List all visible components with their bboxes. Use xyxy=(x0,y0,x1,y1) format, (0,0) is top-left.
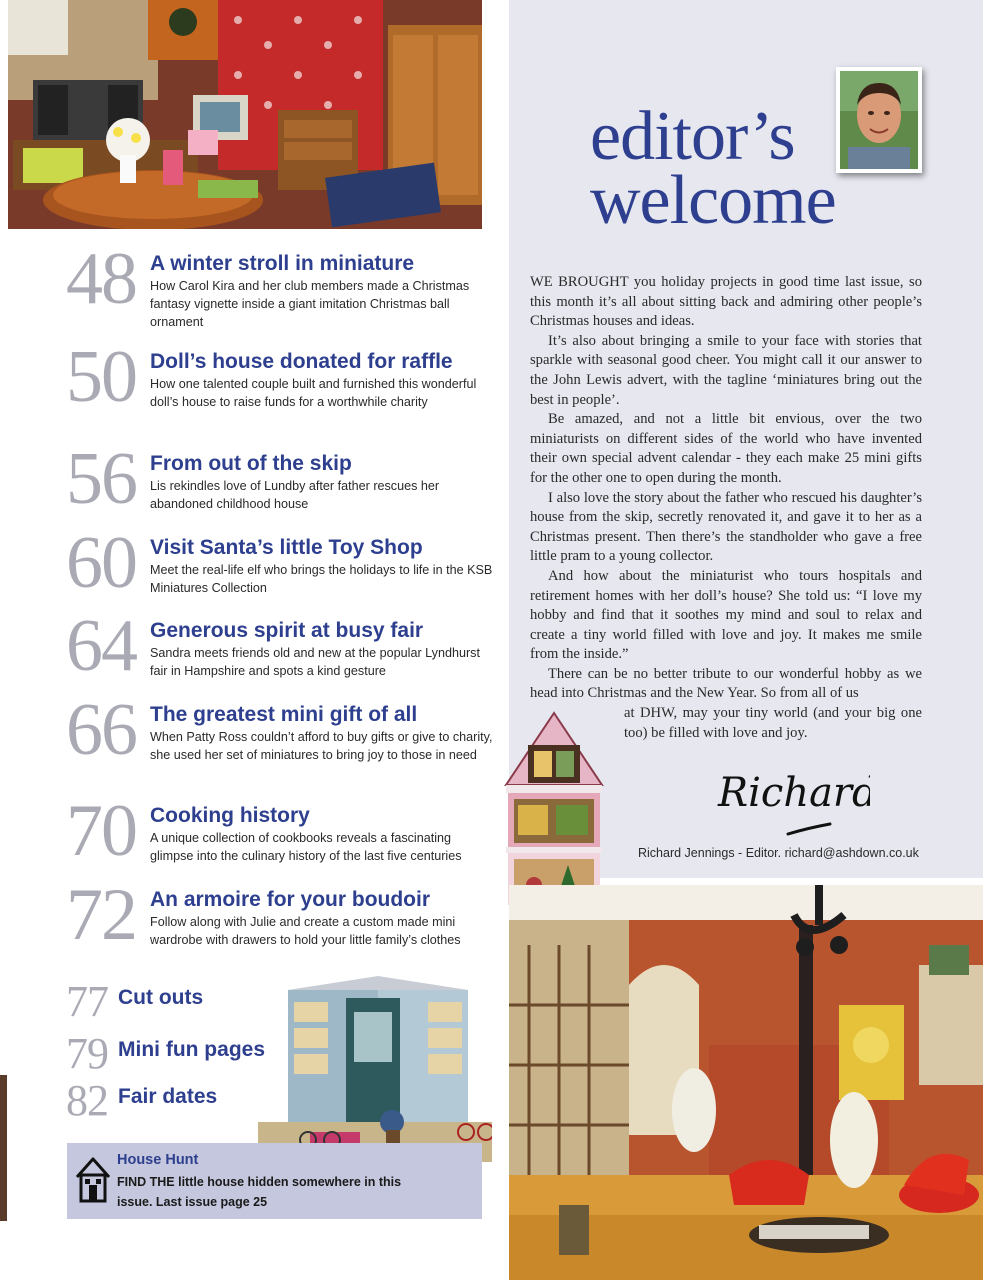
editor-letter xyxy=(530,273,922,743)
contents-page-number: 72 xyxy=(66,874,136,956)
page-edge-strip xyxy=(0,1075,7,1221)
letter-paragraph: There can be no better tribute to our wonderful hobby as we head into Christmas and the New Year. So from all of us xyxy=(530,665,922,702)
contents-title: Generous spirit at busy fair xyxy=(150,619,424,642)
contents-page-number: 70 xyxy=(66,790,136,872)
contents-title: Doll’s house donated for raffle xyxy=(150,350,453,373)
contents-description: When Patty Ross couldn’t afford to buy gifts or give to charity, she used her set of miniatures to bring joy to those in need xyxy=(150,730,493,762)
contents-title: Cooking history xyxy=(150,804,310,827)
contents-description: Follow along with Julie and create a custom made mini wardrobe with drawers to hold your little family’s clothes xyxy=(150,915,461,947)
regular-page-number: 79 xyxy=(66,1029,108,1078)
signature-text: Richard xyxy=(718,770,870,816)
editor-title-line1: editor’s xyxy=(590,98,795,175)
house-icon xyxy=(75,1155,111,1210)
letter-paragraph: It’s also about bringing a smile to your face with stories that sparkle with seasonal good cheer. You might call it our answer to the John Lewis advert, with the tagline ‘miniatures bring out the best in people’. xyxy=(530,332,922,408)
regular-title: Cut outs xyxy=(118,986,204,1009)
regular-page-number: 77 xyxy=(66,977,108,1026)
house-hunt-title: House Hunt xyxy=(117,1152,199,1168)
letter-paragraph: Be amazed, and not a little bit envious, over the two miniaturists on different sides of the world who have invented their own special advent calendar - they each make 25 mini gifts for the other one to open during the month. xyxy=(530,411,922,486)
contents-description: Lis rekindles love of Lundby after father rescues her abandoned childhood house xyxy=(150,479,440,511)
toy-shop-image xyxy=(258,972,492,1167)
regular-title: Mini fun pages xyxy=(118,1038,265,1061)
contents-description: How one talented couple built and furnished this wonderful doll’s house to raise funds for a worthwhile charity xyxy=(150,377,477,409)
contents-page-number: 56 xyxy=(66,438,136,520)
dollhouse-image xyxy=(494,705,614,910)
contents-title: Visit Santa’s little Toy Shop xyxy=(150,536,423,559)
letter-paragraph: I also love the story about the father who rescued his daughter’s house from the skip, secretly renovated it, and gave it to her as a Christmas present. Then there’s the standholder who gave a free little pram to a young collector. xyxy=(530,489,922,565)
contents-page-number: 48 xyxy=(66,238,136,320)
house-hunt-box xyxy=(67,1143,482,1219)
contents-description: Meet the real-life elf who brings the holidays to life in the KSB Miniatures Collection xyxy=(150,563,493,595)
letter-paragraph: And how about the miniaturist who tours hospitals and retirement homes with her doll’s house? She told us: “I love my hobby and find that it soothes my mind and soul to relax and create a tiny world filled with love and joy. It makes me smile from the inside.” xyxy=(530,567,922,663)
letter-paragraph: WE BROUGHT you holiday projects in good time last issue, so this month it’s all about sitting back and admiring other people’s Christmas houses and ideas. xyxy=(530,274,922,330)
contents-description: How Carol Kira and her club members made a Christmas fantasy vignette inside a giant imitation Christmas ball ornament xyxy=(150,279,470,329)
house-hunt-text: FIND THE little house hidden somewhere in this issue. Last issue page 25 xyxy=(117,1175,402,1209)
contents-description: Sandra meets friends old and new at the popular Lyndhurst fair in Hampshire and spots a kind gesture xyxy=(150,646,480,678)
regular-title: Fair dates xyxy=(118,1085,218,1108)
contents-title: From out of the skip xyxy=(150,452,352,475)
editor-welcome-heading xyxy=(590,98,836,239)
editor-portrait xyxy=(836,67,922,173)
contents-page-number: 50 xyxy=(66,336,136,418)
loft-room-photo xyxy=(509,885,983,1280)
contents-description: A unique collection of cookbooks reveals a fascinating glimpse into the culinary history of the last five centuries xyxy=(150,831,462,863)
contents-page-number: 64 xyxy=(66,605,136,687)
contents-page-number: 60 xyxy=(66,522,136,604)
regular-page-number: 82 xyxy=(66,1076,108,1125)
letter-closing: at DHW, may your tiny world (and your big one too) be filled with love and joy. xyxy=(624,705,922,741)
contents-title: The greatest mini gift of all xyxy=(150,703,418,726)
room-photo xyxy=(8,0,482,229)
editor-signoff: Richard Jennings - Editor. richard@ashdown.co.uk xyxy=(638,846,919,860)
contents-title: An armoire for your boudoir xyxy=(150,888,431,911)
contents-page-number: 66 xyxy=(66,689,136,771)
editor-title-line2: welcome xyxy=(590,162,836,239)
contents-title: A winter stroll in miniature xyxy=(150,252,415,275)
editor-signature xyxy=(710,766,870,851)
